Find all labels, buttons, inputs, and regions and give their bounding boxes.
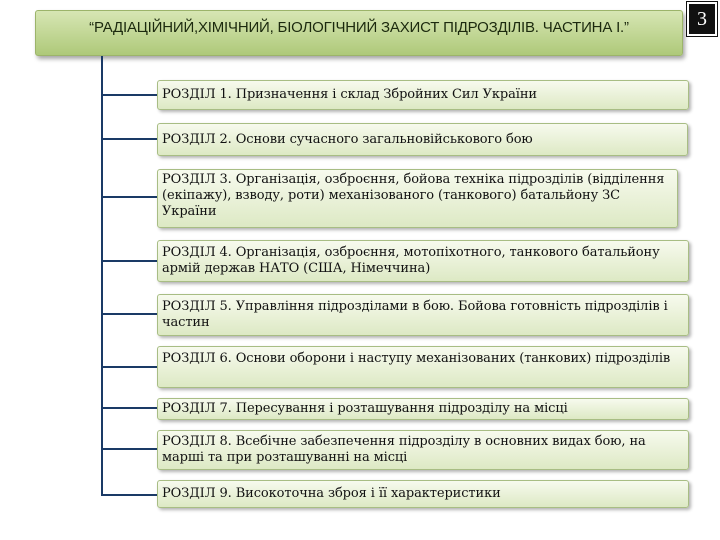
- section-3-box: [157, 169, 678, 228]
- section-label: РОЗДІЛ 4. Організація, озброєння, мотопіхотного, танкового батальйону армій держав НАТО (США, Німеччина): [162, 245, 660, 276]
- title-text: “РАДІАЦІЙНИЙ,ХІМІЧНИЙ, БІОЛОГІЧНИЙ ЗАХИСТ ПІДРОЗДІЛІВ. ЧАСТИНА І.”: [89, 19, 629, 36]
- section-label: РОЗДІЛ 8. Всебічне забезпечення підрозділу в основних видах бою, на марші та при розташуванні на місці: [162, 434, 646, 465]
- branch-line: [101, 407, 158, 409]
- section-8-box: [157, 430, 689, 470]
- branch-line: [101, 138, 158, 140]
- branch-line: [101, 196, 158, 198]
- branch-line: [101, 94, 158, 96]
- section-label: РОЗДІЛ 6. Основи оборони і наступу механізованих (танкових) підрозділів: [162, 351, 671, 366]
- section-label: РОЗДІЛ 3. Організація, озброєння, бойова техніка підрозділів (відділення (екіпажу), взводу, роти) механізованого (танкового) батальйону ЗС України: [162, 172, 665, 219]
- section-label: РОЗДІЛ 7. Пересування і розташування підрозділу на місці: [162, 401, 568, 416]
- slide-number: 3: [697, 8, 707, 30]
- section-1-box: [157, 80, 689, 110]
- tree-trunk-line: [101, 56, 103, 496]
- section-6-box: [157, 346, 689, 388]
- branch-line: [101, 260, 158, 262]
- section-label: РОЗДІЛ 2. Основи сучасного загальновійськового бою: [162, 132, 533, 147]
- section-label: РОЗДІЛ 9. Високоточна зброя і її характеристики: [162, 486, 501, 501]
- section-label: РОЗДІЛ 1. Призначення і склад Збройних Сил України: [162, 87, 537, 102]
- slide-number-badge: [687, 2, 717, 36]
- section-label: РОЗДІЛ 5. Управління підрозділами в бою. Бойова готовність підрозділів і частин: [162, 299, 668, 330]
- branch-line: [101, 313, 158, 315]
- section-4-box: [157, 240, 689, 282]
- section-2-box: [157, 123, 688, 156]
- title-box: [35, 10, 683, 56]
- section-5-box: [157, 294, 689, 336]
- branch-line: [101, 494, 158, 496]
- section-9-box: [157, 480, 689, 508]
- branch-line: [101, 366, 158, 368]
- section-7-box: [157, 398, 689, 420]
- branch-line: [101, 448, 158, 450]
